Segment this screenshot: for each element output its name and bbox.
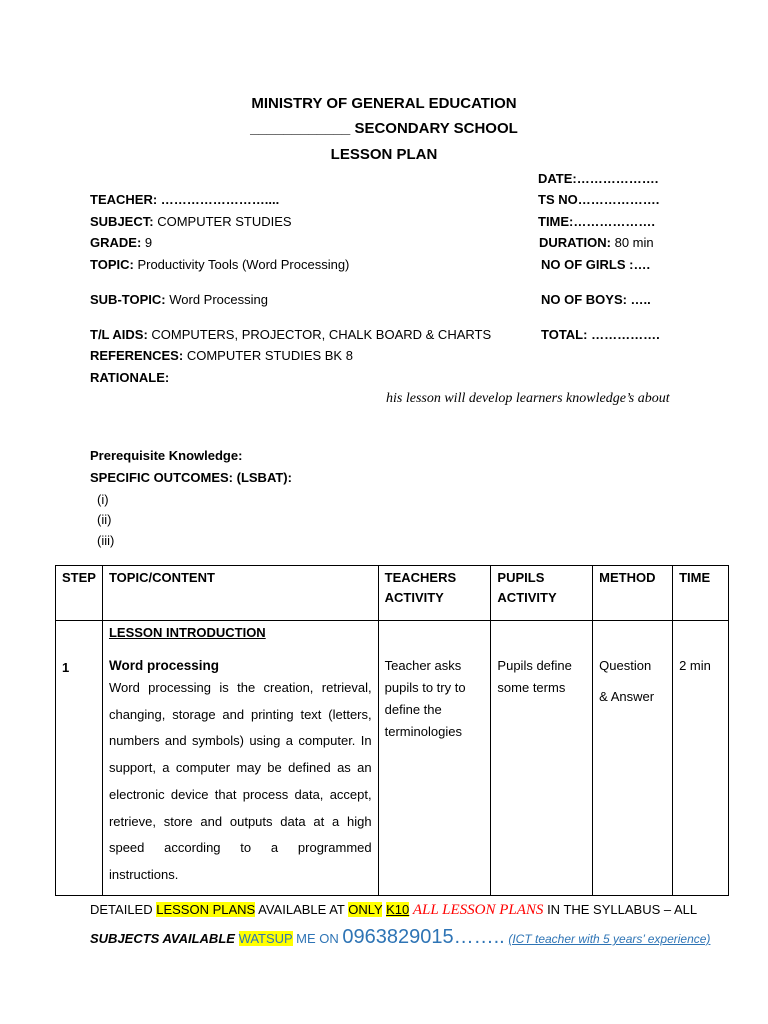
duration-field — [539, 235, 654, 250]
references-label: REFERENCES: — [90, 348, 184, 363]
date-field: DATE:………………. — [538, 171, 659, 186]
ts-no-field: TS NO………………. — [538, 192, 660, 207]
topic-cell — [102, 621, 378, 896]
subtopic-field — [90, 292, 268, 307]
table-header-row — [56, 566, 729, 621]
footer-all-lesson-plans: ALL LESSON PLANS — [412, 902, 544, 918]
prerequisite-label: Prerequisite Knowledge: — [90, 448, 243, 463]
subject-value: COMPUTER STUDIES — [157, 214, 292, 229]
footer-price-highlight: K10 — [386, 902, 410, 917]
outcome-iii: (iii) — [97, 533, 115, 548]
lesson-plan-title: LESSON PLAN — [330, 146, 438, 163]
method-cell — [593, 621, 673, 896]
outcomes-label: SPECIFIC OUTCOMES: (LSBAT): — [90, 470, 292, 485]
references-field — [90, 348, 353, 363]
footer-in-syllabus: IN THE SYLLABUS – ALL — [547, 902, 698, 917]
footer-ict-teacher-link[interactable]: (ICT teacher with 5 years’ experience) — [508, 932, 711, 946]
duration-value: 80 min — [614, 235, 654, 250]
lesson-table — [55, 565, 729, 896]
pupils-activity-cell — [491, 621, 593, 896]
footer-phone-number[interactable]: 0963829015…….. — [342, 926, 505, 948]
footer-subjects-available: SUBJECTS AVAILABLE — [90, 931, 235, 946]
rationale-label: RATIONALE: — [90, 370, 170, 385]
teacher-label: TEACHER: — [90, 192, 158, 207]
footer-me-on: ME ON — [296, 931, 339, 946]
table-row — [56, 621, 729, 896]
word-processing-title: Word processing — [108, 658, 219, 673]
references-value: COMPUTER STUDIES BK 8 — [186, 348, 353, 363]
footer-watsup-highlight: WATSUP — [238, 931, 293, 946]
footer-available-at: AVAILABLE AT — [258, 902, 345, 917]
duration-label: DURATION: — [539, 235, 611, 250]
step-number: 1 — [62, 660, 70, 675]
ministry-title: MINISTRY OF GENERAL EDUCATION — [251, 95, 517, 112]
header-time: TIME — [673, 566, 729, 621]
lesson-introduction-heading: LESSON INTRODUCTION — [108, 625, 266, 640]
grade-label: GRADE: — [90, 235, 142, 250]
footer-lesson-plans-highlight: LESSON PLANS — [156, 902, 256, 917]
footer-line-1 — [90, 902, 697, 919]
teacher-field — [90, 192, 279, 207]
header-pupils-line1: PUPILS — [497, 570, 545, 585]
teacher-activity-cell — [378, 621, 491, 896]
topic-value: Productivity Tools (Word Processing) — [137, 257, 350, 272]
aids-value: COMPUTERS, PROJECTOR, CHALK BOARD & CHARTS — [151, 327, 492, 342]
method-line1: Question — [599, 658, 652, 673]
step-cell — [56, 621, 103, 896]
teacher-activity-text: Teacher asks pupils to try to define the terminologies — [384, 658, 466, 739]
total-field: TOTAL: ……………. — [541, 327, 660, 342]
header-pupils-line2: ACTIVITY — [497, 590, 557, 605]
aids-label: T/L AIDS: — [90, 327, 148, 342]
aids-field — [90, 327, 491, 342]
header-topic: TOPIC/CONTENT — [102, 566, 378, 621]
grade-field — [90, 235, 152, 250]
subtopic-label: SUB-TOPIC: — [90, 292, 166, 307]
header-step: STEP — [56, 566, 103, 621]
header-teachers-line2: ACTIVITY — [384, 590, 444, 605]
footer-only-highlight: ONLY — [348, 902, 383, 917]
topic-field — [90, 257, 349, 272]
subtopic-value: Word Processing — [169, 292, 268, 307]
time-cell — [673, 621, 729, 896]
pupils-activity-text: Pupils define some terms — [497, 658, 572, 695]
word-processing-body: Word processing is the creation, retrieval, changing, storage and printing text (letters, numbers and symbols) using a computer. In support, a computer may be defined as an electronic device that process data, accept, retrieve, store and outputs data at a high speed according to a programmed instructions. — [108, 680, 372, 882]
header-teachers-activity — [378, 566, 491, 621]
school-title: ____________ SECONDARY SCHOOL — [250, 120, 518, 137]
time-field: TIME:………………. — [538, 214, 655, 229]
footer-line-2 — [90, 926, 710, 949]
rationale-text: his lesson will develop learners knowledge’s about — [386, 391, 670, 406]
grade-value: 9 — [144, 235, 153, 250]
girls-field: NO OF GIRLS :…. — [541, 257, 651, 272]
header-teachers-line1: TEACHERS — [384, 570, 457, 585]
footer-detailed: DETAILED — [90, 902, 153, 917]
method-line2: & Answer — [599, 689, 655, 704]
time-value: 2 min — [679, 658, 711, 673]
outcome-ii: (ii) — [97, 512, 112, 527]
teacher-value: …………………….... — [160, 192, 280, 207]
header-method: METHOD — [593, 566, 673, 621]
topic-label: TOPIC: — [90, 257, 134, 272]
subject-field — [90, 214, 292, 229]
subject-label: SUBJECT: — [90, 214, 154, 229]
header-pupils-activity — [491, 566, 593, 621]
outcome-i: (i) — [97, 492, 109, 507]
boys-field: NO OF BOYS: ….. — [541, 292, 651, 307]
